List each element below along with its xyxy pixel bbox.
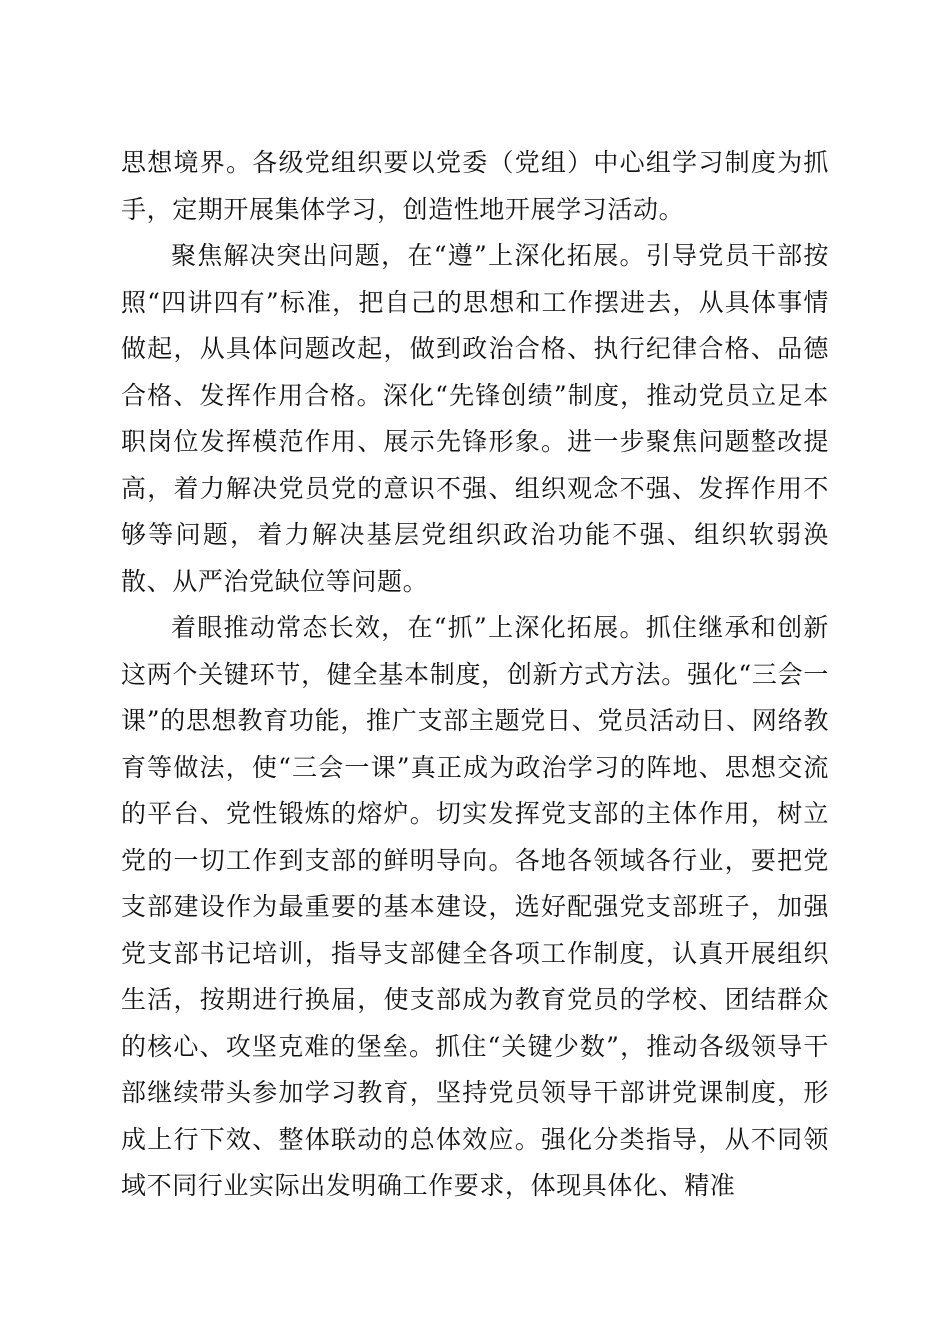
paragraph-continuation: 思想境界。各级党组织要以党委（党组）中心组学习制度为抓手，定期开展集体学习，创造性地开展学习活动。 xyxy=(121,148,829,224)
paragraph-normalization: 着眼推动常态长效，在“抓”上深化拓展。抓住继承和创新这两个关键环节，健全基本制度，创新方式方法。强化“三会一课”的思想教育功能，推广支部主题党日、党员活动日、网络教育等做法，使“三会一课”真正成为政治学习的阵地、思想交流的平台、党性锻炼的熔炉。切实发挥党支部的主体作用，树立党的一切工作到支部的鲜明导向。各地各领域各行业，要把党支部建设作为最重要的基本建设，选好配强党支部班子，加强党支部书记培训，指导支部健全各项工作制度，认真开展组织生活，按期进行换届，使支部成为教育党员的学校、团结群众的核心、攻坚克难的堡垒。抓住“关键少数”，推动各级领导干部继续带头参加学习教育，坚持党员领导干部讲党课制度，形成上行下效、整体联动的总体效应。强化分类指导，从不同领域不同行业实际出发明确工作要求，体现具体化、精准 xyxy=(121,613,829,1200)
document-body xyxy=(121,140,829,1210)
paragraph-focus-problems: 聚焦解决突出问题，在“遵”上深化拓展。引导党员干部按照“四讲四有”标准，把自己的思想和工作摆进去，从具体事情做起，从具体问题改起，做到政治合格、执行纪律合格、品德合格、发挥作用合格。深化“先锋创绩”制度，推动党员立足本职岗位发挥模范作用、展示先锋形象。进一步聚焦问题整改提高，着力解决党员党的意识不强、组织观念不强、发挥作用不够等问题，着力解决基层党组织政治功能不强、组织软弱涣散、从严治党缺位等问题。 xyxy=(121,241,829,596)
